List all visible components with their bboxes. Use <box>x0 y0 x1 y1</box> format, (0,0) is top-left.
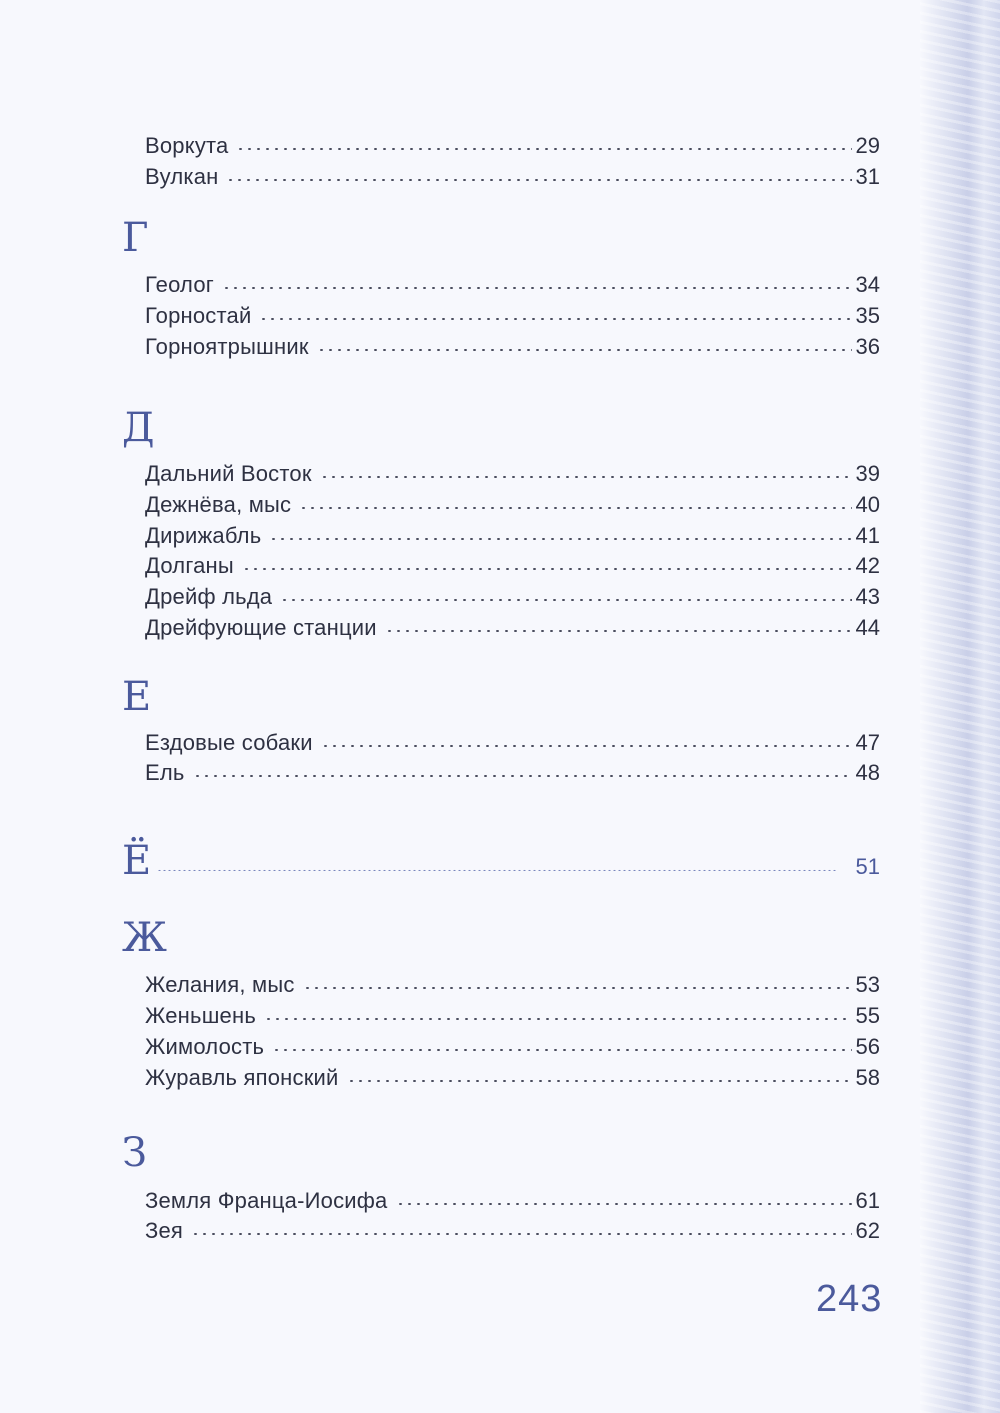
entry-name: Ель <box>145 760 185 785</box>
entry-page: 41 <box>855 523 880 548</box>
index-letter-entry[interactable] <box>122 838 880 884</box>
index-entry[interactable] <box>145 1063 880 1093</box>
index-entry[interactable] <box>145 758 880 788</box>
dot-leader <box>242 568 852 570</box>
section-letter: Ж <box>122 915 167 961</box>
index-entry[interactable] <box>145 582 880 612</box>
entry-page: 42 <box>855 553 880 578</box>
dot-leader <box>320 476 852 478</box>
entry-page: 56 <box>855 1034 880 1059</box>
dot-leader <box>303 987 852 989</box>
index-entry[interactable] <box>145 1001 880 1031</box>
index-entry[interactable] <box>145 728 880 758</box>
section-letter: Ё <box>122 838 152 884</box>
entry-page: 35 <box>855 303 880 328</box>
entry-page: 48 <box>855 760 880 785</box>
dot-leader <box>191 1233 851 1235</box>
entry-page: 53 <box>855 972 880 997</box>
entry-page: 40 <box>855 492 880 517</box>
index-entry[interactable] <box>145 613 880 643</box>
entry-name: Геолог <box>145 272 214 297</box>
index-entry[interactable] <box>145 301 880 331</box>
entry-page: 34 <box>855 272 880 297</box>
index-entry[interactable] <box>145 1216 880 1246</box>
index-entry[interactable] <box>145 162 880 192</box>
entry-page: 36 <box>855 334 880 359</box>
entry-name: Дирижабль <box>145 523 262 548</box>
dot-leader <box>193 775 852 777</box>
entry-page: 61 <box>855 1188 880 1213</box>
index-entry[interactable] <box>145 131 880 161</box>
dot-leader <box>269 538 851 540</box>
dot-leader <box>157 869 837 871</box>
entry-name: Долганы <box>145 553 234 578</box>
index-entry[interactable] <box>145 551 880 581</box>
entry-name: Жимолость <box>145 1034 265 1059</box>
entry-name: Воркута <box>145 133 229 158</box>
entry-page: 51 <box>855 854 880 879</box>
entry-name: Дежнёва, мыс <box>145 492 292 517</box>
section-letter: З <box>122 1130 147 1176</box>
dot-leader <box>396 1203 852 1205</box>
index-entry[interactable] <box>145 1032 880 1062</box>
entry-page: 55 <box>855 1003 880 1028</box>
entry-name: Женьшень <box>145 1003 256 1028</box>
entry-page: 31 <box>855 164 880 189</box>
dot-leader <box>264 1018 852 1020</box>
entry-name: Дрейф льда <box>145 584 273 609</box>
index-entry[interactable] <box>145 459 880 489</box>
dot-leader <box>347 1080 852 1082</box>
entry-page: 29 <box>855 133 880 158</box>
section-letter: Г <box>122 215 149 261</box>
entry-name: Журавль японский <box>145 1065 339 1090</box>
dot-leader <box>226 179 851 181</box>
entry-name: Зея <box>145 1218 184 1243</box>
entry-page: 62 <box>855 1218 880 1243</box>
dot-leader <box>317 349 852 351</box>
dot-leader <box>280 599 851 601</box>
page-number: 243 <box>816 1278 883 1320</box>
index-entry[interactable] <box>145 332 880 362</box>
dot-leader <box>321 745 852 747</box>
entry-page: 47 <box>855 730 880 755</box>
dot-leader <box>272 1049 851 1051</box>
entry-name: Горноятрышник <box>145 334 309 359</box>
entry-name: Желания, мыс <box>145 972 295 997</box>
index-entry[interactable] <box>145 970 880 1000</box>
dot-leader <box>299 507 851 509</box>
entry-name: Ездовые собаки <box>145 730 313 755</box>
index-entry[interactable] <box>145 1186 880 1216</box>
entry-page: 39 <box>855 461 880 486</box>
entry-name: Вулкан <box>145 164 219 189</box>
entry-name: Дрейфующие станции <box>145 615 377 640</box>
dot-leader <box>222 287 852 289</box>
entry-page: 58 <box>855 1065 880 1090</box>
section-letter: Е <box>122 674 152 720</box>
dot-leader <box>259 318 851 320</box>
index-entry[interactable] <box>145 521 880 551</box>
section-letter: Д <box>122 405 155 451</box>
dot-leader <box>385 630 852 632</box>
entry-name: Дальний Восток <box>145 461 312 486</box>
entry-name: Земля Франца-Иосифа <box>145 1188 388 1213</box>
entry-page: 43 <box>855 584 880 609</box>
index-entry[interactable] <box>145 490 880 520</box>
dot-leader <box>236 148 851 150</box>
entry-name: Горностай <box>145 303 252 328</box>
index-entry[interactable] <box>145 270 880 300</box>
entry-page: 44 <box>855 615 880 640</box>
